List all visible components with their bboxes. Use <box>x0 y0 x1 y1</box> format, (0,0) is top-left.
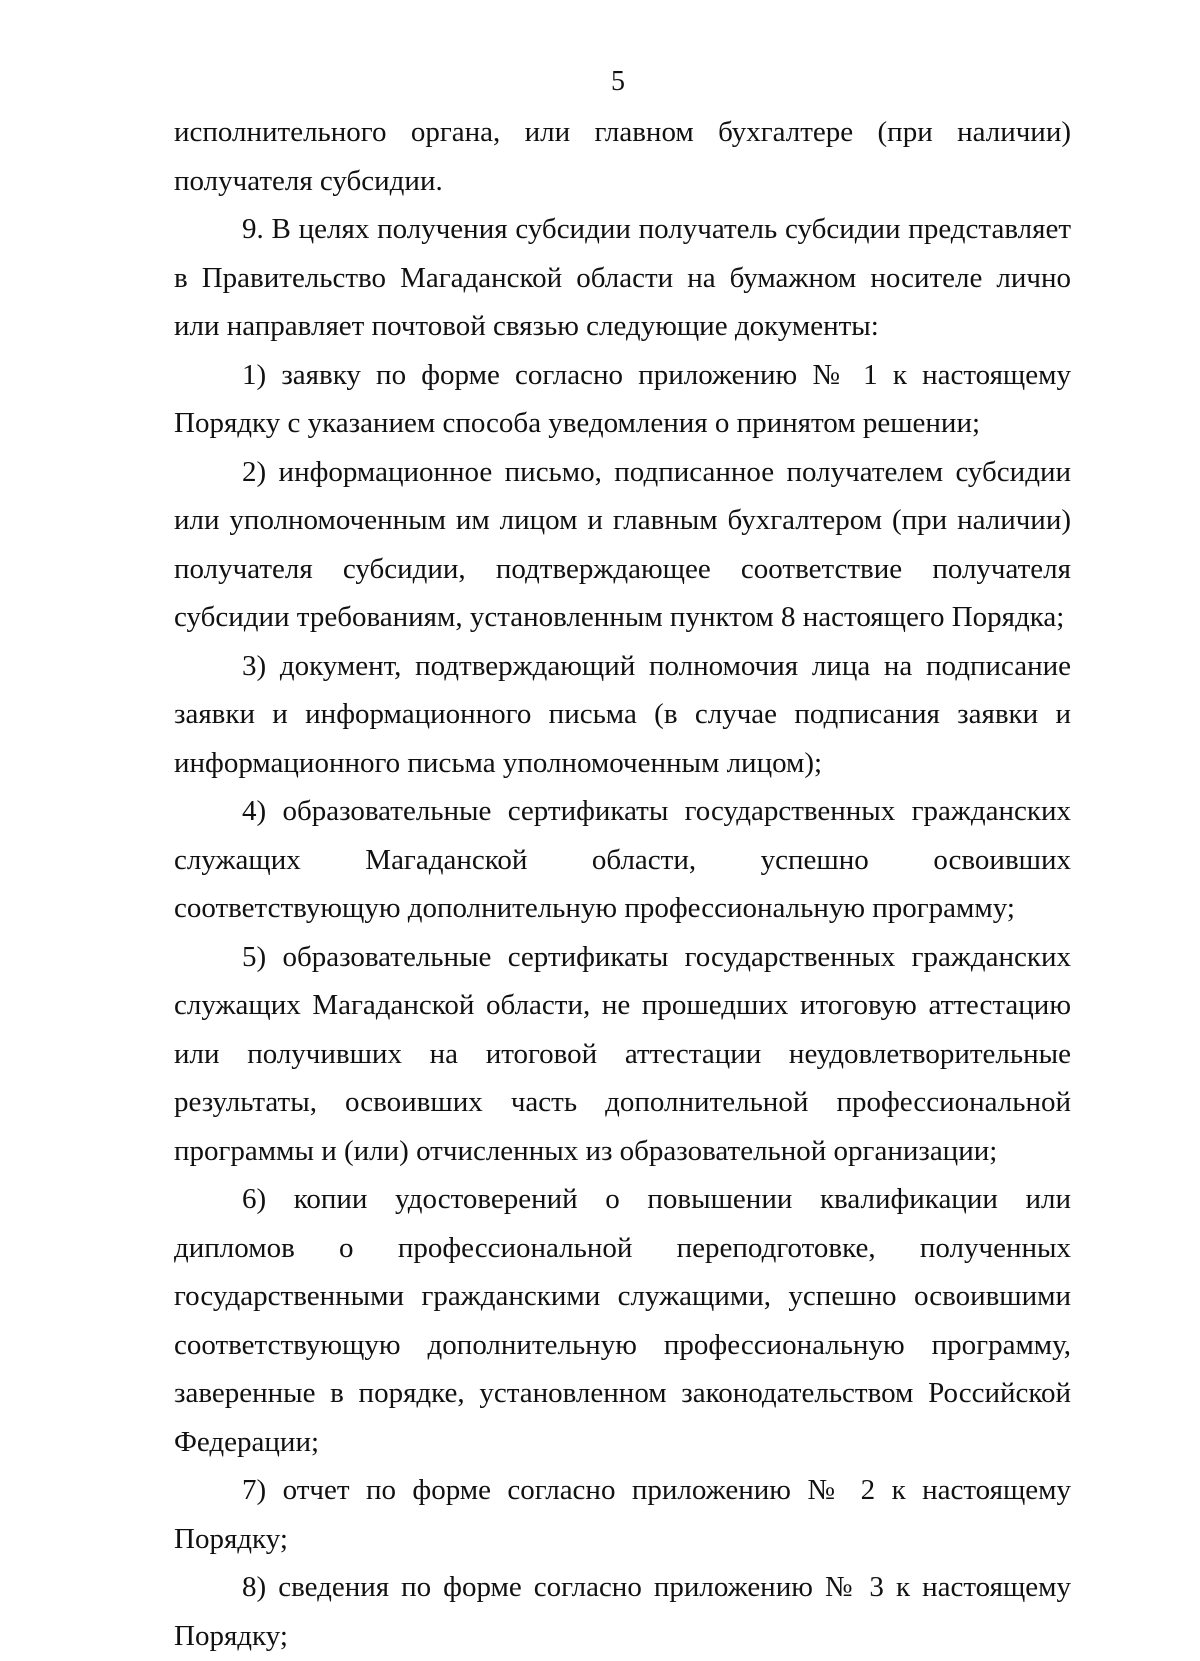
paragraph-item-9: 9. В целях получения субсидии получатель субсидии представляет в Правительство Магаданской области на бумажном носителе лично или направляет почтовой связью следующие документы: <box>174 213 1071 342</box>
paragraph-subitem-2: 2) информационное письмо, подписанное получателем субсидии или уполномоченным им лицом и главным бухгалтером (при наличии) получателя субсидии, подтверждающее соответствие получателя субсидии требованиям, установленным пунктом 8 настоящего Порядка; <box>174 455 1071 633</box>
paragraph-subitem-1: 1) заявку по форме согласно приложению № 1 к настоящему Порядку с указанием способа уведомления о принятом решении; <box>174 358 1071 439</box>
paragraph-subitem-7: 7) отчет по форме согласно приложению № 2 к настоящему Порядку; <box>174 1474 1071 1555</box>
paragraph-continuation: исполнительного органа, или главном бухгалтере (при наличии) получателя субсидии. <box>174 116 1071 197</box>
paragraph-subitem-8: 8) сведения по форме согласно приложению № 3 к настоящему Порядку; <box>174 1571 1071 1652</box>
page-number: 5 <box>611 66 625 97</box>
paragraph-subitem-5: 5) образовательные сертификаты государственных гражданских служащих Магаданской области, не прошедших итоговую аттестацию или получивших на итоговой аттестации неудовлетворительные результаты, освоивших часть дополнительной профессиональной программы и (или) отчисленных из образовательной организации; <box>174 940 1071 1167</box>
paragraph-subitem-4: 4) образовательные сертификаты государственных гражданских служащих Магаданской области, успешно освоивших соответствующую дополнительную профессиональную программу; <box>174 795 1071 924</box>
paragraph-subitem-3: 3) документ, подтверждающий полномочия лица на подписание заявки и информационного письма (в случае подписания заявки и информационного письма уполномоченным лицом); <box>174 649 1071 779</box>
document-body <box>174 108 1071 1660</box>
paragraph-subitem-6: 6) копии удостоверений о повышении квалификации или дипломов о профессиональной переподготовке, полученных государственными гражданскими служащими, успешно освоившими соответствующую дополнительную профессиональную программу, заверенные в порядке, установленном законодательством Российской Федерации; <box>174 1183 1071 1458</box>
